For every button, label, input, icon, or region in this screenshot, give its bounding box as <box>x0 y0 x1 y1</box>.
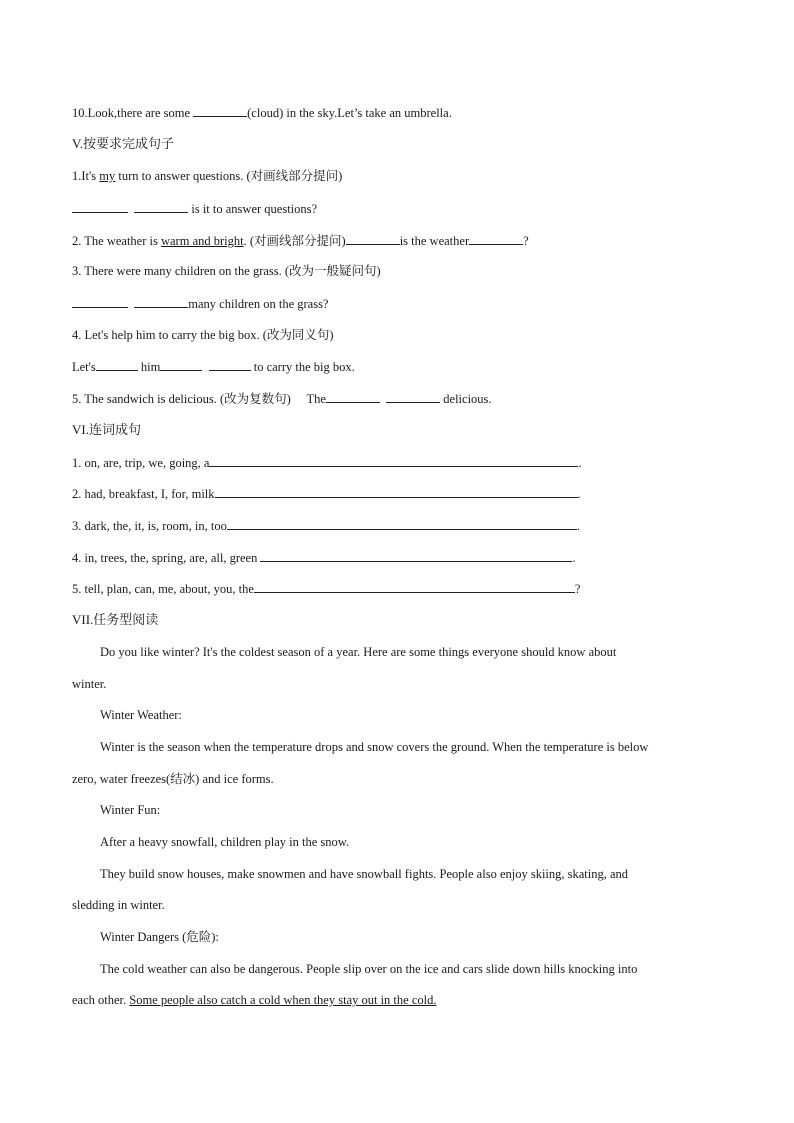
answer-blank[interactable] <box>209 358 251 371</box>
question-text: Let's <box>72 360 96 374</box>
sentence-item-2 <box>72 485 581 502</box>
question-text: . (对画线部分提问) <box>243 234 346 248</box>
section-title: V.按要求完成句子 <box>72 136 174 151</box>
word-list: 1. on, are, trip, we, going, a <box>72 456 210 470</box>
question-text: to carry the big box. <box>250 360 355 374</box>
punctuation: . <box>578 456 582 470</box>
sentence-item-1 <box>72 454 582 471</box>
sentence-item-5 <box>72 580 580 597</box>
punctuation: . <box>577 487 581 501</box>
sentence-item-3 <box>72 517 580 534</box>
answer-blank[interactable] <box>386 390 440 403</box>
question-text: is it to answer questions? <box>188 202 318 216</box>
passage-paragraph: After a heavy snowfall, children play in the snow. <box>100 835 350 849</box>
question-text: 5. The sandwich is delicious. (改为复数句) <box>72 392 291 406</box>
passage-paragraph: winter. <box>72 677 107 691</box>
word-list: 4. in, trees, the, spring, are, all, green <box>72 551 261 565</box>
word-list: 2. had, breakfast, I, for, milk <box>72 487 215 501</box>
question-2 <box>72 232 529 249</box>
answer-blank[interactable] <box>260 549 572 562</box>
question-3: 3. There were many children on the grass. (改为一般疑问句) <box>72 264 381 278</box>
passage-paragraph: sledding in winter. <box>72 898 165 912</box>
question-5 <box>72 390 492 407</box>
section-title: VII.任务型阅读 <box>72 612 159 627</box>
passage-paragraph: They build snow houses, make snowmen and have snowball fights. People also enjoy skiing, skating, and <box>100 867 629 881</box>
answer-blank[interactable] <box>160 358 202 371</box>
answer-blank[interactable] <box>254 580 575 593</box>
passage-paragraph: zero, water freezes(结冰) and ice forms. <box>72 772 274 786</box>
answer-blank[interactable] <box>227 517 577 530</box>
passage-paragraph: The cold weather can also be dangerous. People slip over on the ice and cars slide down hills knocking into <box>100 962 638 976</box>
punctuation: ? <box>574 582 581 596</box>
question-text: 10.Look,there are some <box>72 106 194 120</box>
passage-paragraph: Winter is the season when the temperature drops and snow covers the ground. When the temperature is below <box>100 740 649 754</box>
question-text: turn to answer questions. (对画线部分提问) <box>115 169 343 183</box>
answer-blank[interactable] <box>346 232 400 245</box>
question-text: The <box>306 392 326 406</box>
answer-blank[interactable] <box>134 200 188 213</box>
question-text: (cloud) in the sky.Let’s take an umbrella. <box>247 106 452 120</box>
question-text: is the weather <box>399 234 470 248</box>
question-4: 4. Let's help him to carry the big box. (改为同义句) <box>72 328 334 342</box>
underlined-sentence: Some people also catch a cold when they stay out in the cold. <box>129 993 437 1007</box>
question-text: many children on the grass? <box>188 297 329 311</box>
passage-paragraph: Do you like winter? It's the coldest season of a year. Here are some things everyone should know about <box>100 645 617 659</box>
sentence-item-4 <box>72 549 576 566</box>
answer-blank[interactable] <box>215 485 578 498</box>
answer-line-1 <box>72 200 317 217</box>
answer-blank[interactable] <box>469 232 523 245</box>
passage-paragraph <box>72 992 436 1008</box>
answer-blank[interactable] <box>209 454 578 467</box>
passage-heading: Winter Dangers (危险): <box>100 930 219 944</box>
question-10 <box>72 104 452 121</box>
question-text: ? <box>523 234 529 248</box>
question-text: 1.It's <box>72 169 100 183</box>
passage-heading: Winter Weather: <box>100 708 182 722</box>
underlined-word: my <box>99 169 116 183</box>
section-title: VI.连词成句 <box>72 422 141 437</box>
answer-blank[interactable] <box>72 295 128 308</box>
question-text: him <box>137 360 161 374</box>
punctuation: . <box>572 551 576 565</box>
answer-blank[interactable] <box>326 390 380 403</box>
word-list: 3. dark, the, it, is, room, in, too <box>72 519 227 533</box>
underlined-word: warm and bright <box>160 234 244 248</box>
question-1 <box>72 168 342 184</box>
passage-text: each other. <box>72 993 130 1007</box>
answer-line-4 <box>72 358 355 375</box>
answer-blank[interactable] <box>134 295 188 308</box>
answer-blank[interactable] <box>96 358 138 371</box>
passage-heading: Winter Fun: <box>100 803 161 817</box>
word-list: 5. tell, plan, can, me, about, you, the <box>72 582 254 596</box>
question-text: delicious. <box>440 392 492 406</box>
answer-blank[interactable] <box>193 104 247 117</box>
answer-blank[interactable] <box>72 200 128 213</box>
answer-line-3 <box>72 295 328 312</box>
question-text: 2. The weather is <box>72 234 161 248</box>
punctuation: . <box>576 519 580 533</box>
